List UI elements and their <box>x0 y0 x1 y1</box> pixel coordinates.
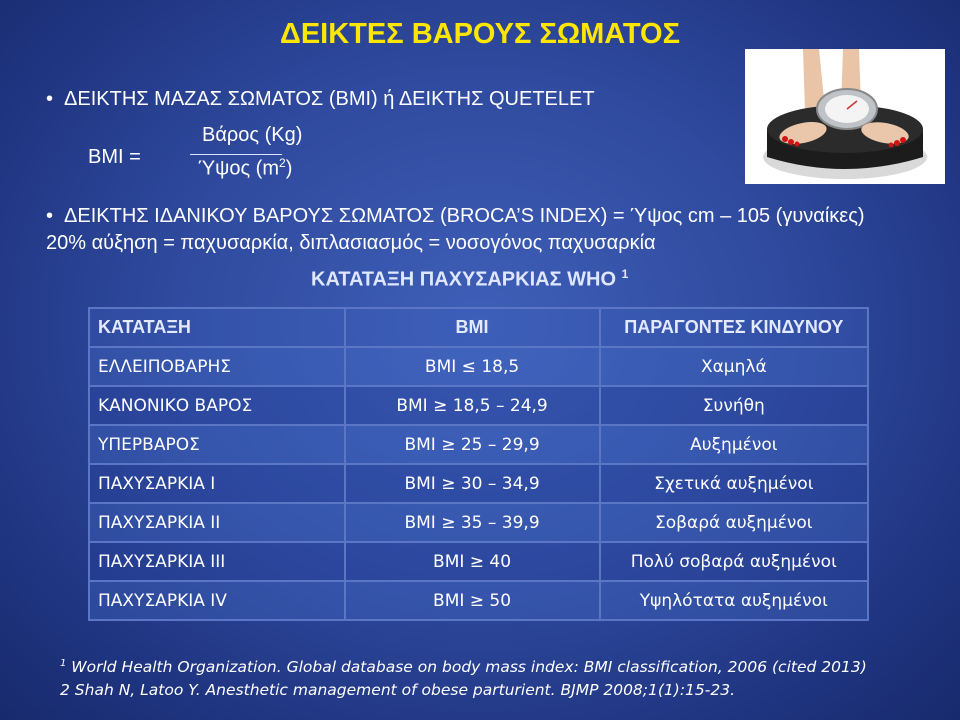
table-title <box>311 267 628 292</box>
cell-bmi: BMI ≥ 18,5 – 24,9 <box>345 386 600 425</box>
table-row <box>89 386 868 425</box>
cell-classification: ΚΑΝΟΝΙΚΟ ΒΑΡΟΣ <box>89 386 345 425</box>
cell-risk: Σχετικά αυξημένοι <box>600 464 868 503</box>
denominator-prefix: Ύψος (m <box>198 157 280 180</box>
scale-feet-photo <box>745 49 945 184</box>
cell-classification: ΠΑΧΥΣΑΡΚΙΑ Ι <box>89 464 345 503</box>
table-row <box>89 581 868 620</box>
table-title-ref: 1 <box>621 267 629 281</box>
cell-risk: Αυξημένοι <box>600 425 868 464</box>
bullet-bmi-text: ΔΕΙΚΤΗΣ ΜΑΖΑΣ ΣΩΜΑΤΟΣ (BMI) ή ΔΕΙΚΤΗΣ QUETELET <box>64 88 595 110</box>
denominator-suffix: ) <box>285 157 293 180</box>
bullet-dot-icon: • <box>46 205 54 227</box>
cell-risk: Πολύ σοβαρά αυξημένοι <box>600 542 868 581</box>
header-risk: ΠΑΡΑΓΟΝΤΕΣ ΚΙΝΔΥΝΟΥ <box>600 308 868 347</box>
cell-classification: ΕΛΛΕΙΠΟΒΑΡΗΣ <box>89 347 345 386</box>
table-row <box>89 464 868 503</box>
cell-risk: Χαμηλά <box>600 347 868 386</box>
table-row <box>89 347 868 386</box>
reference-1-number: 1 <box>60 658 67 669</box>
cell-bmi: BMI ≥ 25 – 29,9 <box>345 425 600 464</box>
header-classification: ΚΑΤΑΤΑΞΗ <box>89 308 345 347</box>
cell-classification: ΠΑΧΥΣΑΡΚΙΑ ΙΙ <box>89 503 345 542</box>
bullet-bmi <box>46 88 595 111</box>
table-title-text: ΚΑΤΑΤΑΞΗ ΠΑΧΥΣΑΡΚΙΑΣ WHO <box>311 268 617 291</box>
formula-numerator: Βάρος (Kg) <box>202 124 303 146</box>
cell-bmi: BMI ≥ 40 <box>345 542 600 581</box>
cell-risk: Σοβαρά αυξημένοι <box>600 503 868 542</box>
cell-bmi: BMI ≤ 18,5 <box>345 347 600 386</box>
cell-bmi: BMI ≥ 30 – 34,9 <box>345 464 600 503</box>
bullet-broca-text: ΔΕΙΚΤΗΣ ΙΔΑΝΙΚΟΥ ΒΑΡΟΥΣ ΣΩΜΑΤΟΣ (BROCA’S INDEX) = Ύψος cm – 105 (γυναίκες) <box>64 205 865 227</box>
who-classification-table <box>88 307 869 621</box>
cell-bmi: BMI ≥ 35 – 39,9 <box>345 503 600 542</box>
fraction-line <box>190 154 282 155</box>
table-row <box>89 503 868 542</box>
reference-2: 2 Shah N, Latoo Y. Anesthetic management of obese parturient. BJMP 2008;1(1):15-23. <box>60 681 736 700</box>
slide-title: ΔΕΙΚΤΕΣ ΒΑΡΟΥΣ ΣΩΜΑΤΟΣ <box>280 18 680 50</box>
cell-risk: Υψηλότατα αυξημένοι <box>600 581 868 620</box>
denominator-exponent: 2 <box>279 156 286 170</box>
formula-lhs: BMI = <box>88 146 141 168</box>
table-row <box>89 542 868 581</box>
reference-1-text: World Health Organization. Global database on body mass index: BMI classification, 2006 (cited 2013) <box>66 658 867 677</box>
cell-classification: ΥΠΕΡΒΑΡΟΣ <box>89 425 345 464</box>
references <box>60 652 867 702</box>
formula-denominator <box>198 156 292 181</box>
table-row <box>89 425 868 464</box>
obesity-note: 20% αύξηση = παχυσαρκία, διπλασιασμός = νοσογόνος παχυσαρκία <box>46 232 656 254</box>
table-header-row <box>89 308 868 347</box>
cell-risk: Συνήθη <box>600 386 868 425</box>
bullet-broca <box>46 205 865 228</box>
cell-classification: ΠΑΧΥΣΑΡΚΙΑ IV <box>89 581 345 620</box>
cell-bmi: BMI ≥ 50 <box>345 581 600 620</box>
bullet-dot-icon: • <box>46 88 54 110</box>
header-bmi: BMI <box>345 308 600 347</box>
reference-1 <box>60 652 867 679</box>
cell-classification: ΠΑΧΥΣΑΡΚΙΑ ΙΙΙ <box>89 542 345 581</box>
bathroom-scale-icon <box>745 49 945 184</box>
